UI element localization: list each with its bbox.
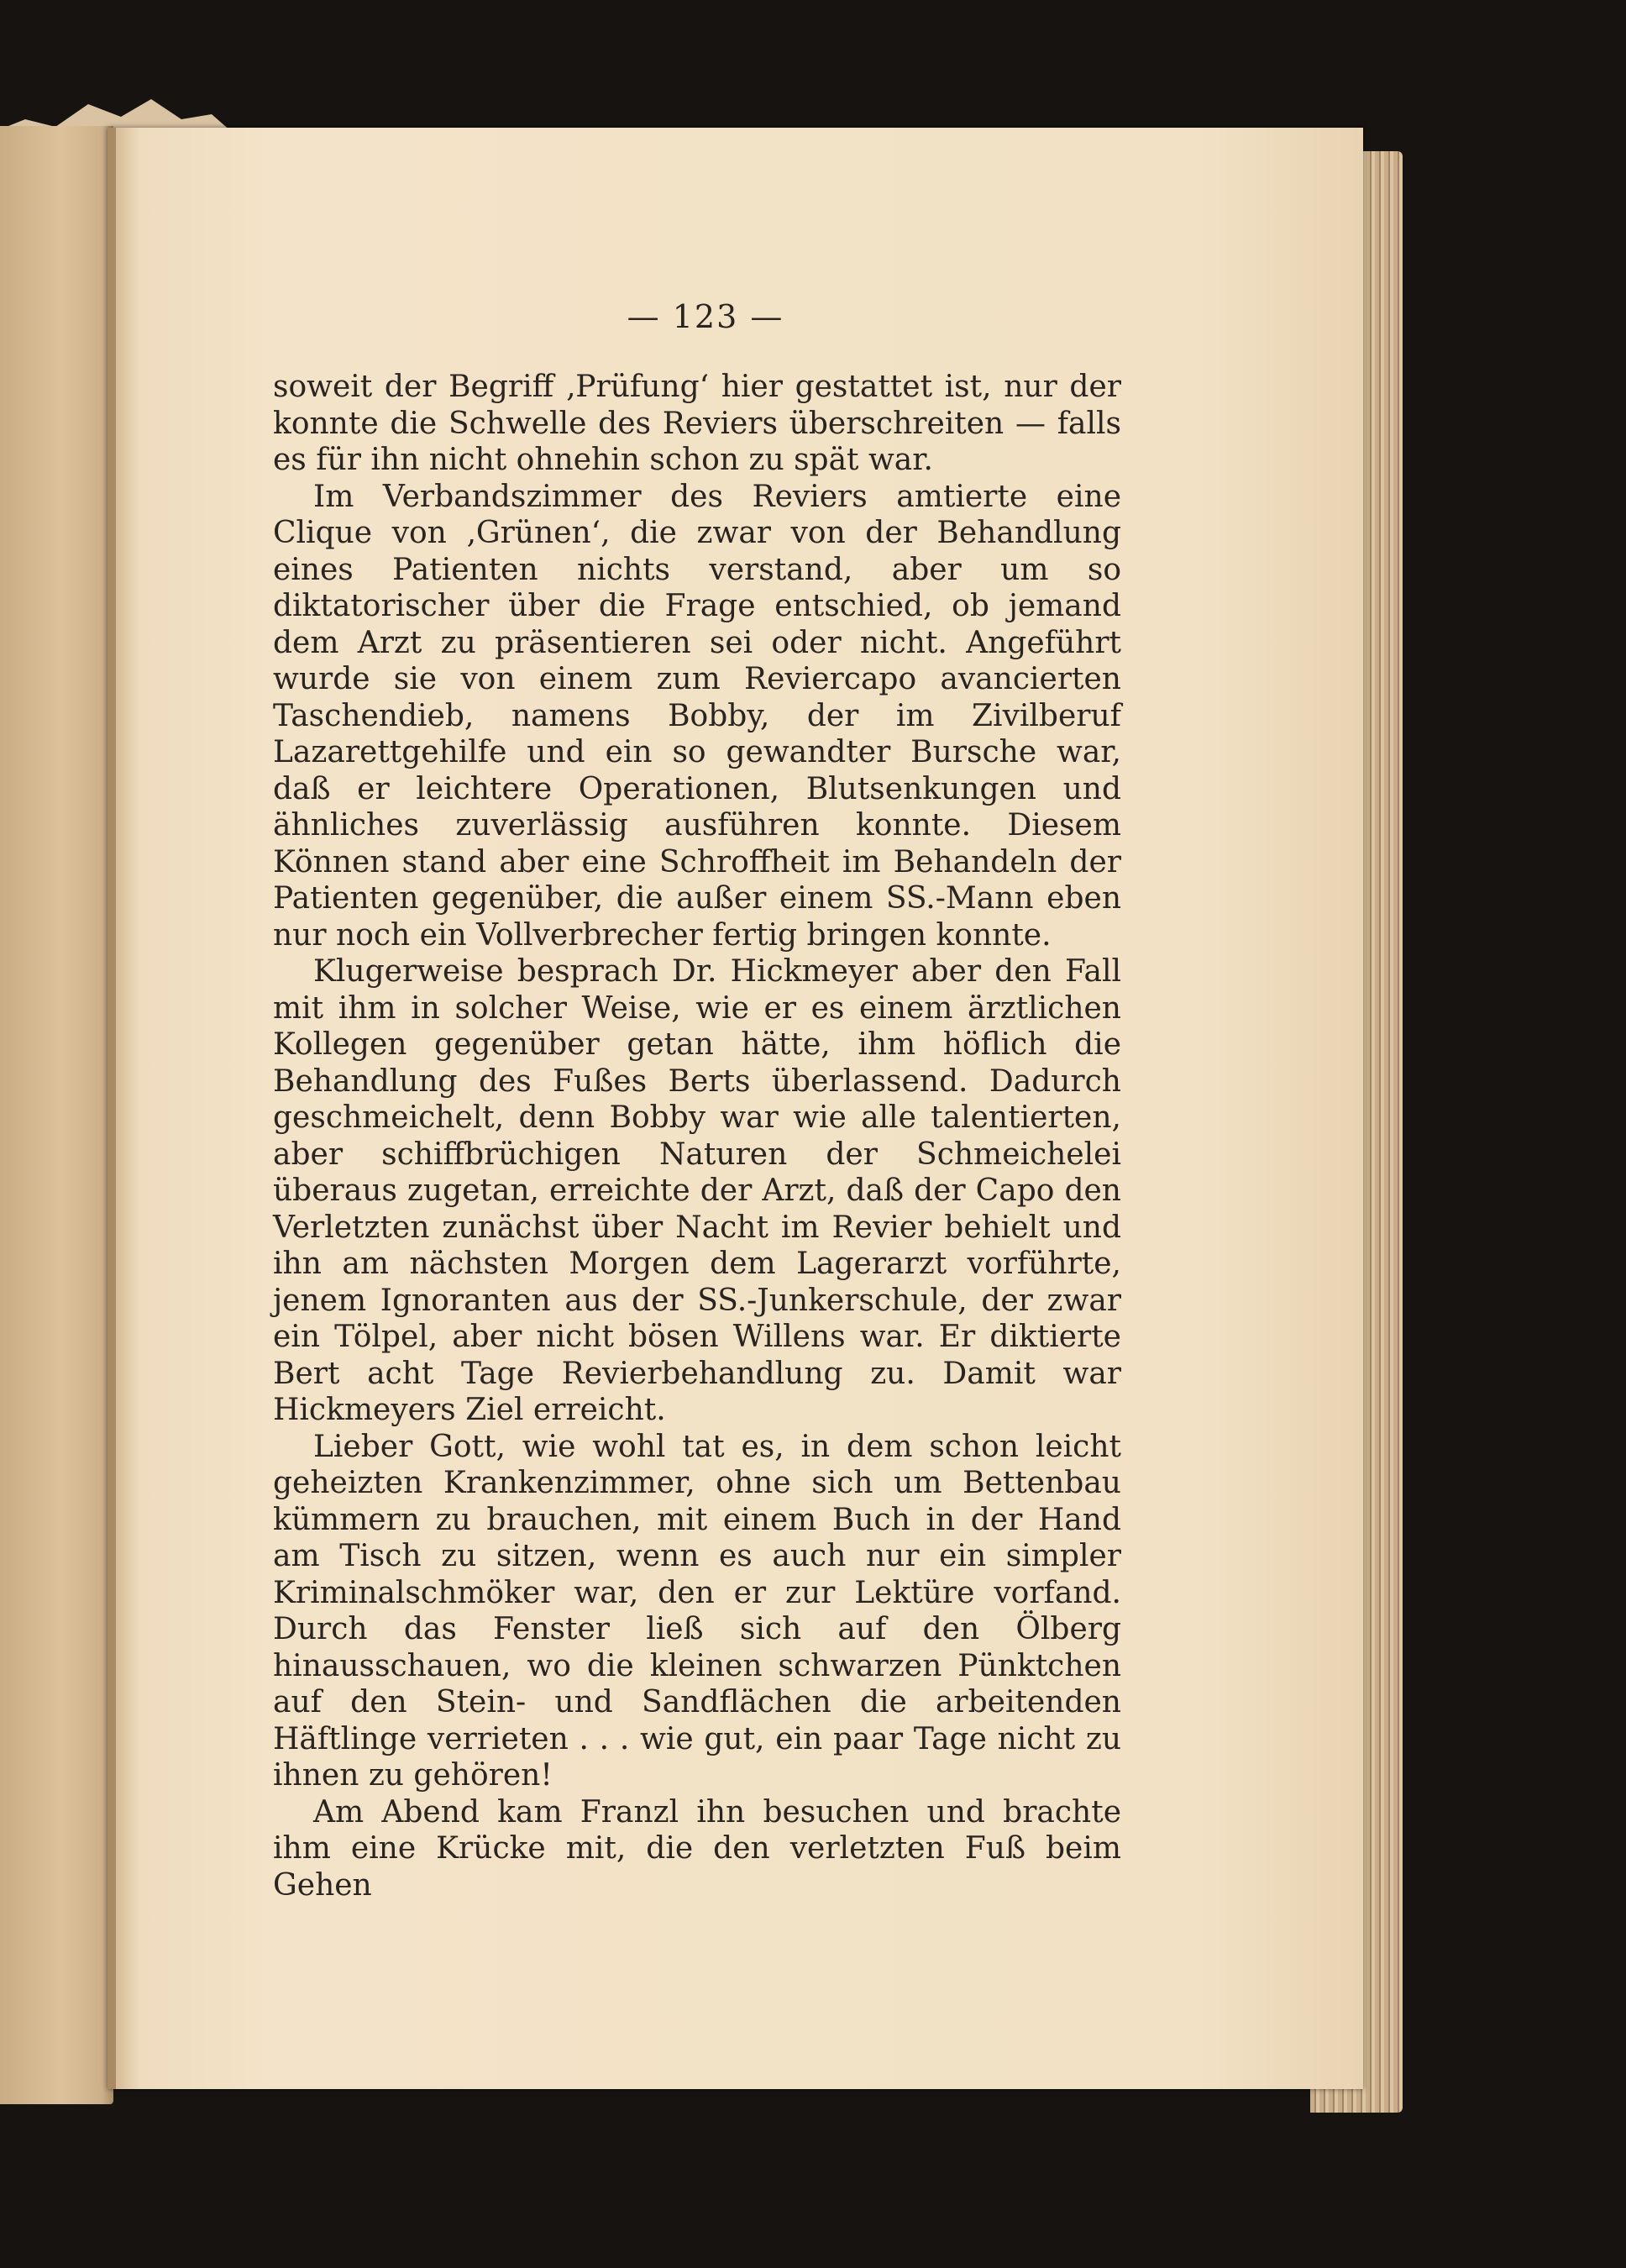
left-page-edge (0, 126, 113, 2104)
page-number: — 123 — (627, 298, 784, 335)
paragraph-3: Klugerweise besprach Dr. Hickmeyer aber den Fall mit ihm in solcher Weise, wie er es einem ärztlichen Kollegen gegenüber getan hätte, ihm höflich die Behandlung des Fußes Berts überlassend. Dadurch geschmeichelt, denn Bobby war wie alle talentierten, aber schiffbrüchigen Naturen der Schmeichelei überaus zugetan, erreichte der Arzt, daß der Capo den Verletzten zunächst über Nacht im Revier behielt und ihn am nächsten Morgen dem Lagerarzt vorführte, jenem Ignoranten aus der SS.-Junkerschule, der zwar ein Tölpel, aber nicht bösen Willens war. Er diktierte Bert acht Tage Revierbehandlung zu. Damit war Hickmeyers Ziel erreicht. (273, 954, 1121, 1427)
book-gutter (108, 128, 116, 2089)
page-content (273, 298, 1121, 1903)
paragraph-5: Am Abend kam Franzl ihn besuchen und brachte ihm eine Krücke mit, die den verletzten Fuß beim Gehen (273, 1794, 1121, 1903)
body-text (273, 369, 1121, 1903)
paragraph-2: Im Verbandszimmer des Reviers amtierte eine Clique von ‚Grünen‘, die zwar von der Behandlung eines Patienten nichts verstand, aber um so diktatorischer über die Frage entschied, ob jemand dem Arzt zu präsentieren sei oder nicht. Angeführt wurde sie von einem zum Reviercapo avancierten Taschendieb, namens Bobby, der im Zivilberuf Lazarettgehilfe und ein so gewandter Bursche war, daß er leichtere Operationen, Blutsenkungen und ähnliches zuverlässig ausführen konnte. Diesem Können stand aber eine Schroffheit im Behandeln der Patienten gegenüber, die außer einem SS.-Mann eben nur noch ein Vollverbrecher fertig bringen konnte. (273, 479, 1121, 953)
paragraph-1: soweit der Begriff ‚Prüfung‘ hier gestattet ist, nur der konnte die Schwelle des Reviers überschreiten — falls es für ihn nicht ohnehin schon zu spät war. (273, 370, 1121, 477)
paragraph-4: Lieber Gott, wie wohl tat es, in dem schon leicht geheizten Krankenzimmer, ohne sich um Bettenbau kümmern zu brauchen, mit einem Buch in der Hand am Tisch zu sitzen, wenn es auch nur ein simpler Kriminalschmöker war, den er zur Lektüre vorfand. Durch das Fenster ließ sich auf den Ölberg hinausschauen, wo die kleinen schwarzen Pünktchen auf den Stein- und Sandflächen die arbeitenden Häftlinge verrieten . . . wie gut, ein paar Tage nicht zu ihnen zu gehören! (273, 1429, 1121, 1793)
